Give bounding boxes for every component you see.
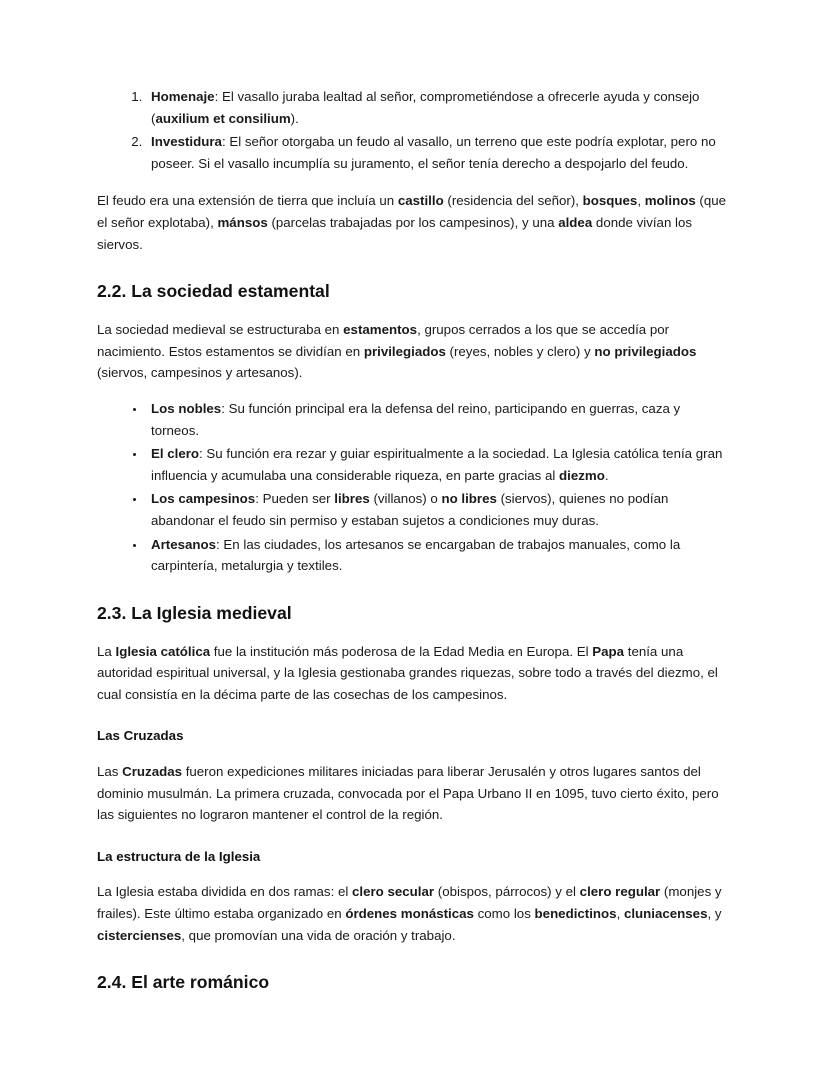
text: : El vasallo juraba lealtad al señor, comprometiéndose a ofrecerle ayuda y consejo ( <box>151 89 700 126</box>
text: , <box>637 193 645 209</box>
text: (siervos, campesinos y artesanos). <box>97 365 303 381</box>
bold-text: clero secular <box>352 884 435 900</box>
bold-text: mánsos <box>217 214 268 230</box>
bold-text: cistercienses <box>97 927 182 943</box>
text: (parcelas trabajadas por los campesinos), y una <box>267 214 559 230</box>
text: (siervos), quienes no podían abandonar el feudo sin permiso y estaban sujetos a condiciones muy duras. <box>151 491 669 528</box>
document-content <box>97 86 731 994</box>
text: , <box>616 906 624 922</box>
text: : El señor otorgaba un feudo al vasallo, un terreno que este podría explotar, pero no poseer. Si el vasallo incumplía su juramento, el señor tenía derecho a despojarlo del feudo. <box>151 134 716 171</box>
list-item <box>146 131 731 174</box>
list-item <box>146 398 731 441</box>
bold-text: Los nobles <box>151 400 222 416</box>
bold-text: Los campesinos <box>151 491 256 507</box>
paragraph <box>97 761 731 826</box>
text: , y <box>707 906 722 922</box>
subsection-heading: Las Cruzadas <box>97 728 184 744</box>
paragraph <box>97 190 731 255</box>
bold-text: Papa <box>592 643 625 659</box>
bold-text: Iglesia católica <box>115 643 211 659</box>
bold-text: no libres <box>441 491 497 507</box>
bold-text: diezmo <box>559 467 605 483</box>
text: La <box>97 643 116 659</box>
bold-text: Artesanos <box>151 536 217 552</box>
text: . <box>604 467 609 483</box>
bold-text: aldea <box>558 214 593 230</box>
paragraph <box>97 319 731 384</box>
text: fueron expediciones militares iniciadas para liberar Jerusalén y otros lugares santos del dominio musulmán. La primera cruzada, convocada por el Papa Urbano II en 1095, tuvo cierto éxito, pero las siguientes no lograron mantener el control de la región. <box>97 764 719 823</box>
text: : Pueden ser <box>255 491 335 507</box>
text: (villanos) o <box>369 491 442 507</box>
numbered-list <box>97 86 731 174</box>
bold-text: auxilium et consilium <box>155 110 291 126</box>
bold-text: Investidura <box>151 134 222 150</box>
bold-text: Homenaje <box>151 89 215 104</box>
subsection-heading: La estructura de la Iglesia <box>97 848 261 864</box>
bold-text: privilegiados <box>363 343 446 359</box>
text: tenía una autoridad espiritual universal, y la Iglesia gestionaba grandes riquezas, sobre todo a través del diezmo, el cual consistía en la décima parte de las cosechas de los campesinos. <box>97 643 718 702</box>
text: ). <box>290 110 299 126</box>
text: (reyes, nobles y clero) y <box>445 343 595 359</box>
text: : Su función principal era la defensa del reino, participando en guerras, caza y torneos. <box>151 400 681 438</box>
text: (residencia del señor), <box>443 193 583 209</box>
text: , grupos cerrados a los que se accedía por nacimiento. Estos estamentos se dividían en <box>97 322 670 359</box>
text: La Iglesia estaba dividida en dos ramas: el <box>97 884 353 900</box>
section-heading: 2.4. El arte románico <box>97 972 270 993</box>
paragraph <box>97 641 731 706</box>
text: , que promovían una vida de oración y trabajo. <box>181 927 456 943</box>
bold-text: castillo <box>397 193 444 209</box>
text: como los <box>473 906 535 922</box>
list-item <box>146 534 731 577</box>
text: : En las ciudades, los artesanos se encargaban de trabajos manuales, como la carpintería, metalurgia y textiles. <box>151 536 681 574</box>
bullet-list <box>97 398 731 577</box>
bold-text: clero regular <box>579 884 661 900</box>
text: La sociedad medieval se estructuraba en <box>97 322 344 338</box>
text: donde vivían los siervos. <box>97 214 693 252</box>
section-heading: 2.3. La Iglesia medieval <box>97 602 292 623</box>
text: Las <box>97 764 123 780</box>
bold-text: órdenes monásticas <box>345 906 474 922</box>
bold-text: estamentos <box>343 322 418 338</box>
bold-text: benedictinos <box>534 906 617 922</box>
bold-text: El clero <box>151 446 200 462</box>
text: (que el señor explotaba), <box>97 193 727 230</box>
text: (monjes y frailes). Este último estaba organizado en <box>97 884 722 922</box>
text: (obispos, párrocos) y el <box>434 884 580 900</box>
bold-text: bosques <box>582 193 638 209</box>
list-item <box>146 443 731 486</box>
text: : Su función era rezar y guiar espiritualmente a la sociedad. La Iglesia católica tenía gran influencia y acumulaba una considerable riqueza, en parte gracias al <box>151 446 723 483</box>
bold-text: cluniacenses <box>623 906 708 922</box>
list-item <box>146 86 731 129</box>
bold-text: libres <box>334 491 370 507</box>
section-heading: 2.2. La sociedad estamental <box>97 281 330 302</box>
text: fue la institución más poderosa de la Edad Media en Europa. El <box>210 643 593 659</box>
bold-text: no privilegiados <box>594 343 697 359</box>
text: El feudo era una extensión de tierra que incluía un <box>97 193 398 209</box>
list-item <box>146 488 731 531</box>
paragraph <box>97 881 731 946</box>
bold-text: molinos <box>644 193 696 209</box>
bold-text: Cruzadas <box>122 764 182 780</box>
